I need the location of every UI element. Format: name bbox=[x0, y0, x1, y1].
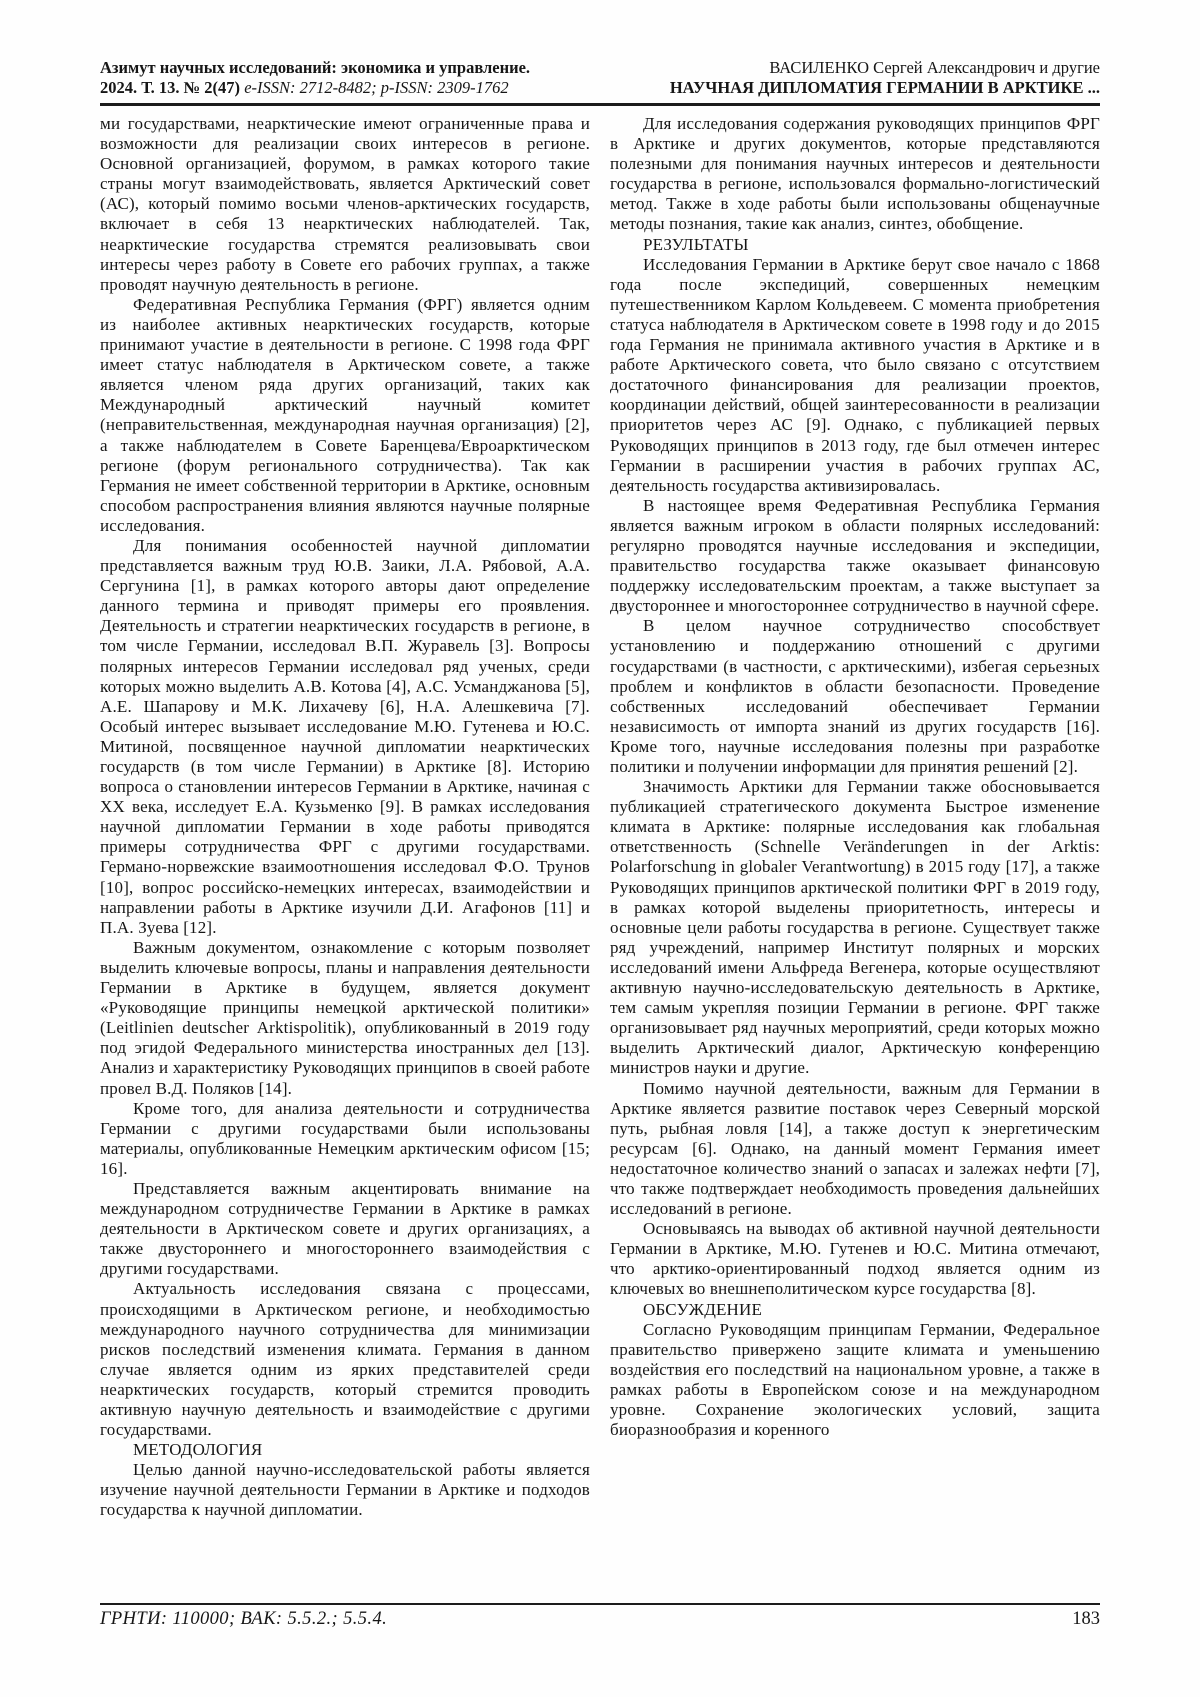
paragraph: Представляется важным акцентировать внимание на международном сотрудничестве Германии в Арктике в рамках деятельности в Арктическом совете и других организациях, а также двустороннего и многостороннего взаимодействия с другими государствами. bbox=[100, 1178, 590, 1279]
journal-issue: 2024. Т. 13. № 2(47) bbox=[100, 77, 241, 97]
page-number: 183 bbox=[1072, 1609, 1100, 1629]
journal-issue-line bbox=[100, 78, 530, 98]
running-title bbox=[670, 58, 1100, 97]
paragraph: Для понимания особенностей научной дипломатии представляется важным труд Ю.В. Заики, Л.А. Рябовой, А.А. Сергунина [1], в рамках которого авторы дают определение данного термина и приводят примеры его проявления. Деятельность и стратегии неарктических государств в регионе, в том числе Германии, исследовал В.П. Журавель [3]. Вопросы полярных интересов Германии исследовал ряд ученых, среди которых можно выделить А.В. Котова [4], А.С. Усманджанова [5], А.Е. Шапарову и М.К. Лихачеву [6], Н.А. Алешкевича [7]. Особый интерес вызывает исследование М.Ю. Гутенева и Ю.С. Митиной, посвященное научной дипломатии неарктических государств (в том числе Германии) в Арктике [8]. Историю вопроса о становлении интересов Германии в Арктике, начиная с XX века, исследует Е.А. Кузьменко [9]. В рамках исследования научной дипломатии Германии в ходе работы приводятся примеры сотрудничества ФРГ с другими государствами. Германо-норвежские взаимоотношения исследовал Ф.О. Трунов [10], вопрос российско-немецких интересах, взаимодействии и направлении работы в Арктике изучили Д.И. Агафонов [11] и П.А. Зуева [12]. bbox=[100, 535, 590, 937]
paragraph: В целом научное сотрудничество способствует установлению и поддержанию отношений с другими государствами (в частности, с арктическими), избегая серьезных проблем и конфликтов в области безопасности. Проведение собственных исследований обеспечивает Германии независимость от импорта знаний из других государств [16]. Кроме того, научные исследования полезны при разработке политики и получении информации для принятия решений [2]. bbox=[610, 616, 1100, 776]
paragraph: Федеративная Республика Германия (ФРГ) является одним из наиболее активных неарктических государств, которые принимают участие в деятельности в регионе. С 1998 года ФРГ имеет статус наблюдателя в Арктическом совете, а также является членом ряда других организаций, таких как Международный арктический научный комитет (неправительственная, международная научная организация) [2], а также наблюдателем в Совете Баренцева/Евроарктическом регионе (форум регионального сотрудничества). Так как Германия не имеет собственной территории в Арктике, основным способом распространения влияния являются научные полярные исследования. bbox=[100, 294, 590, 535]
section-heading: МЕТОДОЛОГИЯ bbox=[133, 1440, 263, 1460]
paragraph: Значимость Арктики для Германии также обосновывается публикацией стратегического документа Быстрое изменение климата в Арктике: полярные исследования как глобальная ответственность (Schnelle Veränderungen in der Arktis: Polarforschung in globaler Verantwortung) в 2015 году [17], а также Руководящих принципов арктической политики ФРГ в 2019 году, в рамках которой выделены приоритетность, интересы и основные цели работы государства в регионе. Существует также ряд учреждений, например Институт полярных и морских исследований имени Альфреда Вегенера, которые осуществляют активную научно-исследовательскую деятельность в Арктике, тем самым укрепляя позиции Германии в регионе. ФРГ также организовывает ряд научных мероприятий, среди которых можно выделить Арктический диалог, Арктическую конференцию министров науки и другие. bbox=[610, 777, 1100, 1078]
right-column bbox=[610, 114, 1100, 1603]
left-column bbox=[100, 114, 590, 1603]
article-body bbox=[100, 114, 1100, 1603]
paragraph: В настоящее время Федеративная Республика Германия является важным игроком в области полярных исследований: регулярно проводятся научные исследования и экспедиции, правительство государства также оказывает финансовую поддержку исследовательским проектам, а также выступает за двустороннее и многостороннее сотрудничество в научной сфере. bbox=[610, 495, 1100, 616]
journal-title: Азимут научных исследований: экономика и управление. bbox=[100, 58, 531, 77]
page-footer bbox=[100, 1608, 1100, 1630]
section-heading: ОБСУЖДЕНИЕ bbox=[643, 1299, 763, 1319]
paragraph: Согласно Руководящим принципам Германии, Федеральное правительство привержено защите климата и уменьшению воздействия его последствий на национальном уровне, а также в рамках работы в Европейском союзе и на международном уровне. Сохранение экологических условий, защита биоразнообразия и коренного bbox=[610, 1319, 1100, 1440]
page-content bbox=[100, 0, 1100, 1630]
journal-issn: e-ISSN: 2712-8482; p-ISSN: 2309-1762 bbox=[244, 77, 509, 97]
paragraph: Кроме того, для анализа деятельности и сотрудничества Германии с другими государствами были использованы материалы, опубликованные Немецким арктическим офисом [15; 16]. bbox=[100, 1098, 590, 1178]
paragraph: Актуальность исследования связана с процессами, происходящими в Арктическом регионе, и необходимостью международного научного сотрудничества для минимизации рисков последствий изменения климата. Германия в данном случае является одним из ярких представителей среди неарктических государств, который стремится проводить активную научную деятельность и взаимодействие с другими государствами. bbox=[100, 1279, 590, 1440]
paragraph: Помимо научной деятельности, важным для Германии в Арктике является развитие поставок через Северный морской путь, рыбная ловля [14], а также доступ к энергетическим ресурсам [6]. Однако, на данный момент Германия имеет недостаточное количество знаний о запасах и залежах нефти [7], что также подтверждает необходимость проведения дальнейших исследований в регионе. bbox=[610, 1078, 1100, 1219]
paragraph: Важным документом, ознакомление с которым позволяет выделить ключевые вопросы, планы и направления деятельности Германии в Арктике в будущем, является документ «Руководящие принципы немецкой арктической политики» (Leitlinien deutscher Arktispolitik), опубликованный в 2019 году под эгидой Федерального министерства иностранных дел [13]. Анализ и характеристику Руководящих принципов в своей работе провел В.Д. Поляков [14]. bbox=[100, 937, 590, 1098]
paragraph: ми государствами, неарктические имеют ограниченные права и возможности для реализации своих интересов в регионе. Основной организацией, форумом, в рамках которого такие страны могут взаимодействовать, является Арктический совет (АС), который помимо восьми членов-арктических государств, включает в себя 13 неарктических наблюдателей. Так, неарктические государства стремятся реализовывать свои интересы через работу в Совете его рабочих группах, а также проводят научную деятельность в регионе. bbox=[100, 114, 590, 294]
paragraph: Целью данной научно-исследовательской работы является изучение научной деятельности Германии в Арктике и подходов государства к научной дипломатии. bbox=[100, 1460, 590, 1520]
header-rule bbox=[100, 103, 1100, 106]
section-heading: РЕЗУЛЬТАТЫ bbox=[643, 234, 749, 254]
authors-line: ВАСИЛЕНКО Сергей Александрович и другие bbox=[769, 58, 1100, 77]
paragraph: Для исследования содержания руководящих принципов ФРГ в Арктике и других документов, которые представляются полезными для понимания научных интересов и деятельности государства в регионе, использовался формально-логистический метод. Также в ходе работы были использованы общенаучные методы познания, такие как анализ, синтез, обобщение. bbox=[610, 114, 1100, 234]
journal-info bbox=[100, 58, 530, 97]
classification-codes: ГРНТИ: 110000; ВАК: 5.5.2.; 5.5.4. bbox=[100, 1609, 388, 1629]
article-title: НАУЧНАЯ ДИПЛОМАТИЯ ГЕРМАНИИ В АРКТИКЕ ... bbox=[669, 77, 1100, 97]
paragraph: Основываясь на выводах об активной научной деятельности Германии в Арктике, М.Ю. Гутенев и Ю.С. Митина отмечают, что арктико-ориентированный подход является одним из ключевых во внешнеполитическом курсе государства [8]. bbox=[610, 1219, 1100, 1299]
paragraph: Исследования Германии в Арктике берут свое начало с 1868 года после экспедиций, совершенных немецким путешественником Карлом Кольдевеем. С момента приобретения статуса наблюдателя в Арктическом совете в 1998 году и до 2015 года Германия не принимала активного участия в Арктике и в работе Арктического совета, что было связано с отсутствием достаточного финансирования для реализации проектов, координации действий, общей заинтересованности в реализации приоритетов через АС [9]. Однако, с публикацией первых Руководящих принципов в 2013 году, где был отмечен интерес Германии в расширении участия в рабочих группах АС, деятельность государства активизировалась. bbox=[610, 254, 1100, 495]
page-header bbox=[100, 58, 1100, 97]
footer-rule bbox=[100, 1603, 1100, 1605]
